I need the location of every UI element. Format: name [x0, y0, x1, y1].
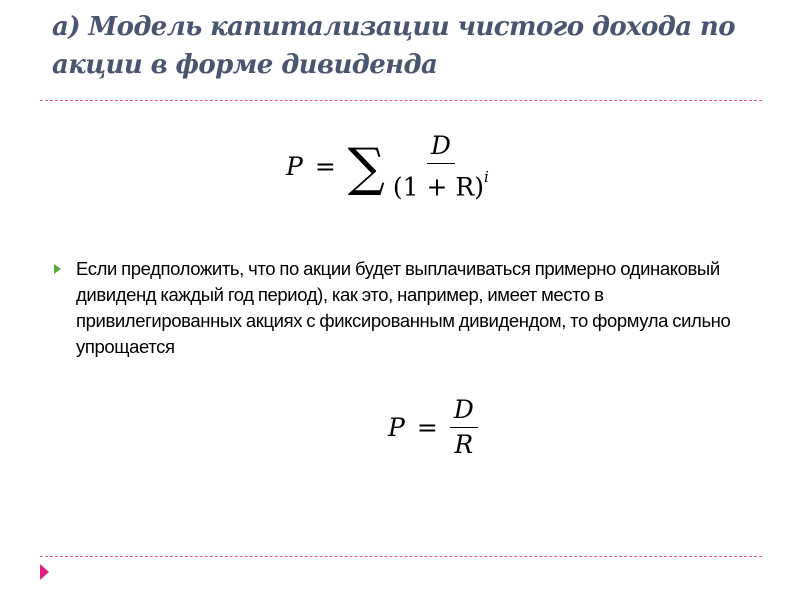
- formula2-fraction: [450, 396, 478, 459]
- formula1-numerator: D: [427, 132, 455, 164]
- formula1-denominator-wrap: [389, 164, 493, 201]
- formula2-denominator: R: [454, 430, 474, 459]
- formula-simplified: [388, 396, 478, 459]
- next-slide-arrow-icon[interactable]: [40, 564, 49, 580]
- formula1-exponent: i: [483, 168, 489, 186]
- bullet-arrow-icon: [54, 264, 61, 274]
- sigma-symbol: ∑: [347, 137, 385, 198]
- formula2-equals: =: [416, 413, 438, 442]
- formula1-equals: =: [314, 152, 336, 182]
- formula1-lhs: P: [286, 152, 303, 182]
- bottom-divider: [40, 556, 762, 557]
- formula2-numerator: D: [450, 396, 478, 428]
- top-divider: [40, 100, 762, 101]
- formula1-denominator: (1 + R): [392, 172, 484, 202]
- formula-sum-dividend: [286, 132, 493, 201]
- slide-title: а) Модель капитализации чистого дохода по акции в форме дивиденда: [52, 12, 735, 80]
- bullet-text: Если предположить, что по акции будет выплачиваться примерно одинаковый дивиденд каждый год период), как это, например, имеет место в привилегированных акциях с фиксированным дивидендом, то формула сильно упрощается: [76, 258, 731, 357]
- formula2-lhs: P: [388, 413, 405, 442]
- formula1-fraction: [389, 132, 493, 201]
